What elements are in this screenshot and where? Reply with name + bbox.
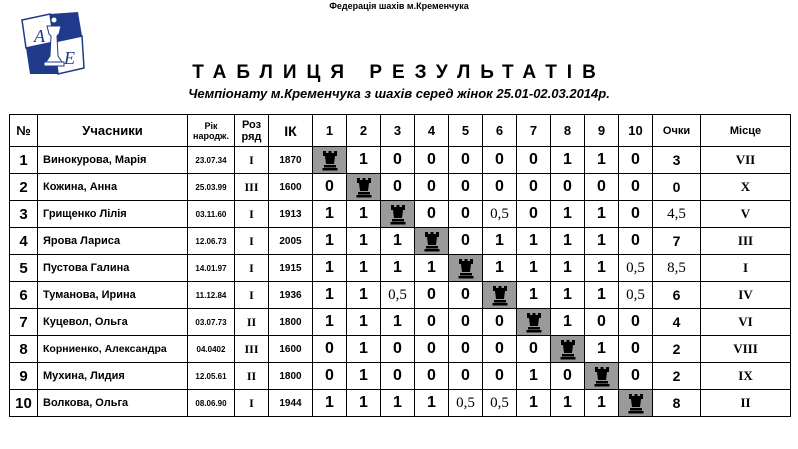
score-cell: 0 (415, 174, 449, 201)
player-number: 9 (10, 363, 38, 390)
table-row (10, 390, 791, 417)
player-rank: III (235, 174, 269, 201)
player-place: II (701, 390, 791, 417)
player-number: 6 (10, 282, 38, 309)
score-cell: 0 (381, 147, 415, 174)
player-birth-date: 04.0402 (188, 336, 235, 363)
score-cell: 1 (517, 363, 551, 390)
score-cell: 0 (449, 282, 483, 309)
header-round: 1 (313, 115, 347, 147)
player-number: 8 (10, 336, 38, 363)
header-rank: Роз ряд (235, 115, 269, 147)
player-name: Туманова, Ирина (38, 282, 188, 309)
player-number: 3 (10, 201, 38, 228)
score-cell: 1 (381, 309, 415, 336)
score-cell: 0 (415, 336, 449, 363)
player-points: 4 (653, 309, 701, 336)
player-number: 4 (10, 228, 38, 255)
score-cell: 0 (619, 228, 653, 255)
score-cell: 0 (517, 174, 551, 201)
header-dob: Рік народж. (188, 115, 235, 147)
score-cell: 0 (449, 336, 483, 363)
player-rank: I (235, 282, 269, 309)
player-rank: III (235, 336, 269, 363)
player-rating: 1800 (269, 363, 313, 390)
player-rating: 1870 (269, 147, 313, 174)
header-round: 9 (585, 115, 619, 147)
chess-rook-icon (354, 176, 374, 198)
player-place: I (701, 255, 791, 282)
score-cell: 1 (347, 201, 381, 228)
score-cell: 0,5 (619, 255, 653, 282)
score-cell: 0 (449, 201, 483, 228)
header-round: 10 (619, 115, 653, 147)
player-name: Винокурова, Марія (38, 147, 188, 174)
score-cell: 0 (619, 147, 653, 174)
player-rating: 1913 (269, 201, 313, 228)
score-cell: 1 (347, 282, 381, 309)
player-rating: 2005 (269, 228, 313, 255)
self-cell (415, 228, 449, 255)
score-cell: 0 (381, 174, 415, 201)
chess-rook-icon (388, 203, 408, 225)
score-cell: 1 (585, 255, 619, 282)
score-cell: 0,5 (483, 390, 517, 417)
table-row (10, 201, 791, 228)
player-birth-date: 11.12.84 (188, 282, 235, 309)
header-num: № (10, 115, 38, 147)
score-cell: 0 (415, 147, 449, 174)
score-cell: 0 (449, 147, 483, 174)
self-cell (381, 201, 415, 228)
player-place: IV (701, 282, 791, 309)
header-elo: ІК (269, 115, 313, 147)
player-name: Ярова Лариса (38, 228, 188, 255)
score-cell: 1 (551, 309, 585, 336)
score-cell: 1 (313, 255, 347, 282)
player-rating: 1800 (269, 309, 313, 336)
table-row (10, 255, 791, 282)
score-cell: 0 (313, 174, 347, 201)
score-cell: 0 (313, 363, 347, 390)
score-cell: 0 (483, 363, 517, 390)
header-round: 6 (483, 115, 517, 147)
chess-rook-icon (626, 392, 646, 414)
score-cell: 1 (585, 282, 619, 309)
score-cell: 0 (619, 336, 653, 363)
player-number: 1 (10, 147, 38, 174)
score-cell: 1 (483, 228, 517, 255)
score-cell: 1 (415, 390, 449, 417)
chess-rook-icon (592, 365, 612, 387)
player-place: VII (701, 147, 791, 174)
chess-rook-icon (320, 149, 340, 171)
self-cell (619, 390, 653, 417)
table-row (10, 336, 791, 363)
player-points: 0 (653, 174, 701, 201)
score-cell: 0 (619, 174, 653, 201)
player-points: 6 (653, 282, 701, 309)
score-cell: 1 (551, 228, 585, 255)
player-rating: 1944 (269, 390, 313, 417)
player-name: Корниенко, Александра (38, 336, 188, 363)
player-birth-date: 14.01.97 (188, 255, 235, 282)
header-name: Учасники (38, 115, 188, 147)
player-birth-date: 12.05.61 (188, 363, 235, 390)
player-place: III (701, 228, 791, 255)
federation-name: Федерація шахів м.Кременчука (329, 1, 469, 11)
self-cell (449, 255, 483, 282)
results-table (9, 114, 791, 417)
player-rating: 1936 (269, 282, 313, 309)
chess-rook-icon (558, 338, 578, 360)
score-cell: 1 (585, 228, 619, 255)
score-cell: 1 (313, 282, 347, 309)
score-cell: 0 (313, 336, 347, 363)
score-cell: 1 (347, 390, 381, 417)
player-points: 2 (653, 363, 701, 390)
player-name: Волкова, Ольга (38, 390, 188, 417)
player-rank: I (235, 201, 269, 228)
score-cell: 1 (347, 255, 381, 282)
logo-letter-a: А (34, 26, 45, 46)
score-cell: 1 (551, 390, 585, 417)
score-cell: 0 (483, 174, 517, 201)
score-cell: 1 (347, 147, 381, 174)
score-cell: 1 (585, 201, 619, 228)
score-cell: 0,5 (483, 201, 517, 228)
logo-letter-e: Е (64, 48, 75, 68)
header-points: Очки (653, 115, 701, 147)
score-cell: 0 (517, 336, 551, 363)
player-birth-date: 23.07.34 (188, 147, 235, 174)
score-cell: 0 (551, 363, 585, 390)
self-cell (517, 309, 551, 336)
score-cell: 1 (585, 147, 619, 174)
score-cell: 1 (347, 363, 381, 390)
player-birth-date: 03.07.73 (188, 309, 235, 336)
chess-rook-icon (490, 284, 510, 306)
score-cell: 1 (551, 147, 585, 174)
table-row (10, 228, 791, 255)
header-round: 5 (449, 115, 483, 147)
score-cell: 0 (415, 363, 449, 390)
score-cell: 1 (551, 201, 585, 228)
score-cell: 0 (415, 201, 449, 228)
header-round: 7 (517, 115, 551, 147)
player-name: Кожина, Анна (38, 174, 188, 201)
score-cell: 1 (381, 390, 415, 417)
player-place: IX (701, 363, 791, 390)
score-cell: 0 (381, 363, 415, 390)
score-cell: 0 (517, 201, 551, 228)
score-cell: 1 (313, 228, 347, 255)
self-cell (483, 282, 517, 309)
player-points: 3 (653, 147, 701, 174)
player-birth-date: 08.06.90 (188, 390, 235, 417)
player-rating: 1600 (269, 174, 313, 201)
score-cell: 1 (517, 255, 551, 282)
page-subtitle: Чемпіонату м.Кременчука з шахів серед жінок 25.01-02.03.2014р. (188, 86, 610, 101)
player-number: 5 (10, 255, 38, 282)
self-cell (551, 336, 585, 363)
score-cell: 1 (551, 282, 585, 309)
score-cell: 1 (313, 201, 347, 228)
score-cell: 0 (585, 309, 619, 336)
player-rank: II (235, 309, 269, 336)
player-place: VI (701, 309, 791, 336)
score-cell: 1 (585, 336, 619, 363)
score-cell: 1 (313, 309, 347, 336)
score-cell: 1 (415, 255, 449, 282)
score-cell: 0,5 (449, 390, 483, 417)
player-number: 7 (10, 309, 38, 336)
header-place: Місце (701, 115, 791, 147)
table-row (10, 147, 791, 174)
player-rank: II (235, 363, 269, 390)
player-birth-date: 12.06.73 (188, 228, 235, 255)
self-cell (347, 174, 381, 201)
player-place: VIII (701, 336, 791, 363)
score-cell: 0 (585, 174, 619, 201)
score-cell: 0 (619, 201, 653, 228)
player-rating: 1915 (269, 255, 313, 282)
score-cell: 1 (551, 255, 585, 282)
score-cell: 0 (449, 174, 483, 201)
chess-rook-icon (524, 311, 544, 333)
score-cell: 0 (449, 363, 483, 390)
self-cell (585, 363, 619, 390)
score-cell: 0 (483, 309, 517, 336)
score-cell: 1 (347, 336, 381, 363)
header-round: 2 (347, 115, 381, 147)
player-place: V (701, 201, 791, 228)
header-round: 4 (415, 115, 449, 147)
player-name: Куцевол, Ольга (38, 309, 188, 336)
player-points: 4,5 (653, 201, 701, 228)
self-cell (313, 147, 347, 174)
page-title: ТАБЛИЦЯ РЕЗУЛЬТАТІВ (192, 62, 606, 83)
score-cell: 0 (517, 147, 551, 174)
player-rank: I (235, 390, 269, 417)
table-row (10, 309, 791, 336)
player-rank: I (235, 147, 269, 174)
score-cell: 1 (381, 255, 415, 282)
player-number: 10 (10, 390, 38, 417)
results-body (10, 147, 791, 417)
score-cell: 0,5 (619, 282, 653, 309)
score-cell: 0 (483, 336, 517, 363)
score-cell: 1 (381, 228, 415, 255)
score-cell: 0 (619, 363, 653, 390)
score-cell: 0 (449, 228, 483, 255)
header-row (10, 115, 791, 147)
player-points: 8 (653, 390, 701, 417)
player-points: 8,5 (653, 255, 701, 282)
table-row (10, 174, 791, 201)
table-row (10, 282, 791, 309)
player-name: Пустова Галина (38, 255, 188, 282)
player-points: 2 (653, 336, 701, 363)
player-rank: I (235, 255, 269, 282)
score-cell: 0 (381, 336, 415, 363)
score-cell: 0 (449, 309, 483, 336)
player-birth-date: 03.11.60 (188, 201, 235, 228)
score-cell: 1 (517, 282, 551, 309)
score-cell: 0 (415, 309, 449, 336)
player-name: Мухина, Лидия (38, 363, 188, 390)
score-cell: 1 (347, 228, 381, 255)
score-cell: 0,5 (381, 282, 415, 309)
player-birth-date: 25.03.99 (188, 174, 235, 201)
score-cell: 1 (313, 390, 347, 417)
score-cell: 1 (347, 309, 381, 336)
player-rating: 1600 (269, 336, 313, 363)
chess-rook-icon (456, 257, 476, 279)
player-name: Грищенко Лілія (38, 201, 188, 228)
score-cell: 0 (415, 282, 449, 309)
player-place: X (701, 174, 791, 201)
header-round: 3 (381, 115, 415, 147)
score-cell: 1 (483, 255, 517, 282)
score-cell: 0 (619, 309, 653, 336)
player-rank: I (235, 228, 269, 255)
score-cell: 1 (585, 390, 619, 417)
header-round: 8 (551, 115, 585, 147)
score-cell: 0 (483, 147, 517, 174)
score-cell: 1 (517, 228, 551, 255)
score-cell: 0 (551, 174, 585, 201)
player-points: 7 (653, 228, 701, 255)
table-row (10, 363, 791, 390)
score-cell: 1 (517, 390, 551, 417)
player-number: 2 (10, 174, 38, 201)
chess-rook-icon (422, 230, 442, 252)
